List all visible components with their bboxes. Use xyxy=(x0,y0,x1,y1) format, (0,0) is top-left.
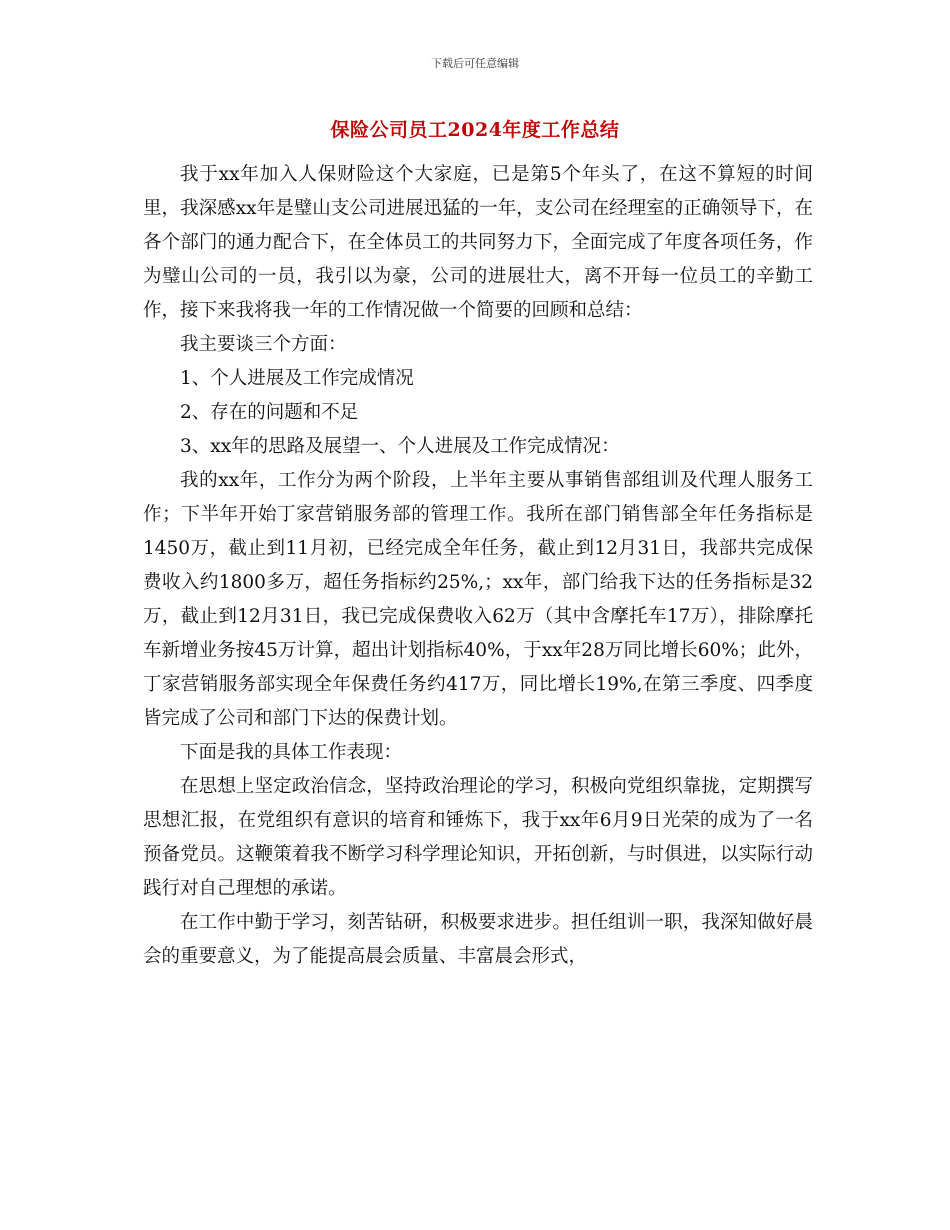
document-title: 保险公司员工2024年度工作总结 xyxy=(330,119,620,141)
paragraph: 3、xx年的思路及展望一、个人进展及工作完成情况： xyxy=(180,436,620,457)
header-note: 下载后可任意编辑 xyxy=(431,57,519,70)
paragraph: 我于xx年加入人保财险这个大家庭，已是第5个年头了，在这不算短的时间里，我深感xx年是璧山支公司进展迅猛的一年，支公司在经理室的正确领导下，在各个部门的通力配合下，在全体员工的共同努力下，全面完成了年度各项任务，作为璧山公司的一员，我引以为豪，公司的进展壮大，离不开每一位员工的辛勤工作，接下来我将我一年的工作情况做一个简要的回顾和总结： xyxy=(143,164,813,321)
paragraph: 2、存在的问题和不足 xyxy=(180,402,359,423)
paragraph: 在思想上坚定政治信念，坚持政治理论的学习，积极向党组织靠拢，定期撰写思想汇报，在党组织有意识的培育和锤炼下，我于xx年6月9日光荣的成为了一名预备党员。这鞭策着我不断学习科学理论知识，开拓创新，与时俱进，以实际行动践行对自己理想的承诺。 xyxy=(143,776,813,899)
paragraph: 1、个人进展及工作完成情况 xyxy=(180,368,414,389)
paragraph: 我主要谈三个方面： xyxy=(180,334,347,355)
paragraph: 我的xx年，工作分为两个阶段，上半年主要从事销售部组训及代理人服务工作；下半年开始丁家营销服务部的管理工作。我所在部门销售部全年任务指标是1450万，截止到11月初，已经完成全年任务，截止到12月31日，我部共完成保费收入约1800多万，超任务指标约25%,；xx年，部门给我下达的任务指标是32万，截止到12月31日，我已完成保费收入62万（其中含摩托车17万），排除摩托车新增业务按45万计算，超出计划指标40%，于xx年28万同比增长60%；此外，丁家营销服务部实现全年保费任务约417万，同比增长19%,在第三季度、四季度皆完成了公司和部门下达的保费计划。 xyxy=(143,470,813,729)
paragraph: 在工作中勤于学习，刻苦钻研，积极要求进步。担任组训一职，我深知做好晨会的重要意义，为了能提高晨会质量、丰富晨会形式， xyxy=(143,912,813,967)
paragraph: 下面是我的具体工作表现： xyxy=(180,742,403,763)
document-body xyxy=(143,158,813,974)
